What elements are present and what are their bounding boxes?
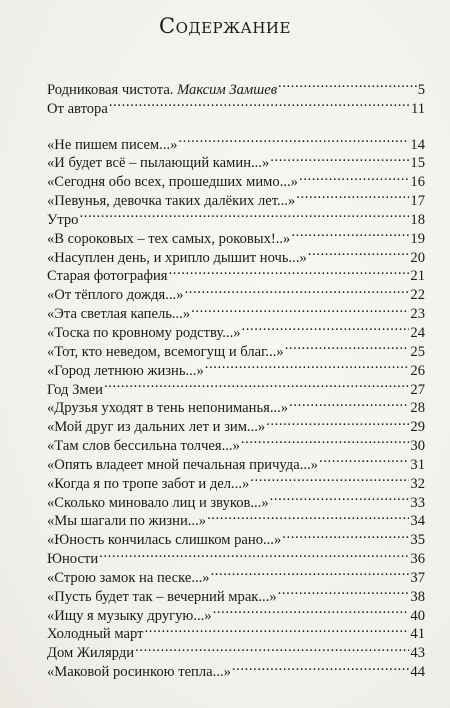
dot-leader	[185, 280, 410, 299]
toc-entry-page-number: 20	[410, 249, 425, 266]
toc-entry-title-text: «Тоска по кровному родству...»	[47, 324, 241, 341]
toc-entry-title-text: «Юность кончилась слишком рано...»	[47, 532, 282, 549]
toc-entry-title-text: Холодный март	[47, 626, 144, 643]
toc-entry-page-number: 43	[410, 645, 425, 662]
toc-entry-page-number: 27	[410, 381, 425, 398]
toc-entry-page-number: 35	[410, 532, 425, 549]
toc-entry-page-number: 14	[410, 136, 425, 153]
toc-entry-title	[47, 644, 134, 663]
dot-leader	[242, 318, 410, 337]
toc-entry[interactable]	[47, 205, 425, 228]
toc-entry[interactable]	[47, 224, 425, 247]
dot-leader	[169, 262, 410, 281]
toc-entry-title	[47, 625, 143, 644]
toc-entry-title	[47, 663, 231, 682]
toc-entry-title-text: От автора	[47, 100, 108, 117]
toc-entry-page-number: 29	[410, 419, 425, 436]
toc-entry-page-number: 38	[410, 588, 425, 605]
toc-entry-page-number: 34	[410, 513, 425, 530]
toc-entry-page-number: 23	[410, 306, 425, 323]
toc-entry-page-number: 22	[410, 287, 425, 304]
toc-entry-title	[47, 475, 249, 494]
toc-entry[interactable]	[47, 544, 425, 568]
toc-entry-page-number: 33	[410, 494, 425, 511]
page-title: Содержание	[159, 14, 291, 38]
dot-leader	[278, 582, 410, 601]
toc-entry-page-number: 41	[410, 626, 425, 643]
toc-entry-page-number: 11	[410, 100, 425, 117]
toc-entry-title	[47, 173, 298, 192]
dot-leader	[144, 620, 409, 639]
toc-entry-page-number: 24	[410, 324, 425, 341]
toc-entry[interactable]	[47, 563, 425, 586]
dot-leader	[289, 394, 409, 413]
table-of-contents	[47, 75, 425, 681]
toc-entry-title	[47, 267, 168, 286]
toc-entry-title-text: Год Змеи	[47, 381, 103, 398]
toc-entry-title	[47, 381, 103, 400]
toc-entry-title-text: «Мы шагали по жизни...»	[47, 513, 207, 530]
toc-entry-title-text: Юности	[47, 551, 99, 568]
toc-entry-page-number: 18	[410, 211, 425, 228]
toc-entry-title-text: «Насуплен день, и хрипло дышит ночь...»	[47, 249, 307, 266]
toc-entry-page-number: 37	[410, 569, 425, 586]
dot-leader	[211, 563, 410, 582]
toc-entry-title-text: «В сороковых – тех самых, роковых!..»	[47, 230, 291, 247]
toc-entry-title	[47, 230, 290, 249]
toc-entry-title-text: «Певунья, девочка таких далёких лет...»	[47, 193, 296, 210]
toc-entry-title-text: Дом Жилярди	[47, 645, 135, 662]
toc-entry[interactable]	[47, 394, 425, 417]
toc-entry-title-text: «Пусть будет так – вечерний мрак...»	[47, 588, 277, 605]
toc-entry-title-text: «Сколько миновало лиц и звуков...»	[47, 494, 269, 511]
dot-leader	[178, 130, 409, 149]
toc-entry-title	[47, 569, 210, 588]
toc-entry-title-text: «Когда я по тропе забот и дел...»	[47, 475, 250, 492]
toc-entry-page-number: 5	[417, 81, 425, 98]
dot-leader	[282, 525, 409, 544]
toc-entry-title	[47, 399, 288, 418]
toc-entry-title	[47, 136, 177, 155]
toc-entry-title-text: «Тот, кто неведом, всемогущ и благ...»	[47, 343, 284, 360]
toc-entry-title	[47, 550, 98, 569]
dot-leader	[266, 412, 409, 431]
dot-leader	[205, 356, 410, 375]
dot-leader	[241, 431, 410, 450]
toc-entry-title-text: Старая фотография	[47, 268, 168, 285]
dot-leader	[299, 167, 409, 186]
toc-entry-title	[47, 286, 184, 305]
toc-entry-title-text: «Строю замок на песке...»	[47, 569, 210, 586]
toc-entry-page-number: 28	[410, 400, 425, 417]
toc-entry-page-number: 36	[410, 551, 425, 568]
toc-entry-page-number: 26	[410, 362, 425, 379]
toc-entry-page-number: 25	[410, 343, 425, 360]
dot-leader	[104, 375, 409, 394]
toc-entry-page-number: 21	[410, 268, 425, 285]
dot-leader	[232, 657, 410, 676]
toc-entry-author: Максим Замшев	[177, 81, 278, 98]
dot-leader	[207, 507, 409, 526]
toc-entry-page-number: 30	[410, 438, 425, 455]
toc-entry[interactable]	[47, 75, 425, 98]
toc-entry-page-number: 31	[410, 456, 425, 473]
toc-entry-title-text: «Друзья уходят в тень непониманья...»	[47, 400, 289, 417]
toc-entry-page-number: 40	[410, 607, 425, 624]
toc-entry-title-text: «Ищу я музыку другую...»	[47, 607, 212, 624]
toc-entry-title	[47, 324, 241, 343]
toc-entry-title-text: «Эта светлая капель...»	[47, 306, 191, 323]
dot-leader	[285, 337, 410, 356]
dot-leader	[296, 186, 409, 205]
toc-entry-title-text: Родниковая чистота.	[47, 81, 178, 98]
dot-leader	[109, 94, 410, 113]
toc-entry-title-text: «От тёплого дождя...»	[47, 287, 184, 304]
toc-entry-title-text: «Город летнюю жизнь...»	[47, 362, 204, 379]
toc-entry-title-text: «Сегодня обо всех, прошедших мимо...»	[47, 174, 298, 191]
dot-leader	[213, 601, 410, 620]
dot-leader	[319, 450, 409, 469]
toc-entry-title	[47, 512, 206, 531]
dot-leader	[135, 638, 409, 657]
toc-entry-page-number: 19	[410, 230, 425, 247]
dot-leader	[270, 149, 409, 168]
toc-entry-title-text: «Не пишем писем...»	[47, 136, 178, 153]
dot-leader	[278, 75, 417, 94]
toc-entry-page-number: 17	[410, 193, 425, 210]
dot-leader	[291, 224, 409, 243]
toc-entry-title-text: «Мой друг из дальних лет и зим...»	[47, 419, 266, 436]
dot-leader	[79, 205, 409, 224]
toc-entry-title	[47, 100, 108, 119]
toc-entry-title	[47, 154, 269, 173]
toc-entry-title-text: «Маковой росинкою тепла...»	[47, 664, 231, 681]
dot-leader	[99, 544, 409, 563]
toc-entry[interactable]	[47, 130, 425, 153]
dot-leader	[308, 243, 410, 262]
toc-entry-page-number: 16	[410, 174, 425, 191]
dot-leader	[191, 299, 409, 318]
toc-entry-title	[47, 211, 78, 230]
toc-entry-title-text: «И будет всё – пылающий камин...»	[47, 155, 270, 172]
toc-entry-page-number: 15	[410, 155, 425, 172]
toc-entry-page-number: 44	[410, 664, 425, 681]
dot-leader	[250, 469, 409, 488]
toc-entry-title	[47, 418, 265, 437]
dot-leader	[270, 488, 410, 507]
toc-entry-title-text: «Опять владеет мной печальная причуда...»	[47, 456, 318, 473]
toc-entry[interactable]	[47, 375, 425, 398]
toc-entry-title-text: Утро	[47, 211, 79, 228]
toc-entry-page-number: 32	[410, 475, 425, 492]
toc-entry-title	[47, 437, 240, 456]
toc-entry-title	[47, 305, 190, 324]
toc-entry-title-text: «Там слов бессильна толчея...»	[47, 438, 240, 455]
